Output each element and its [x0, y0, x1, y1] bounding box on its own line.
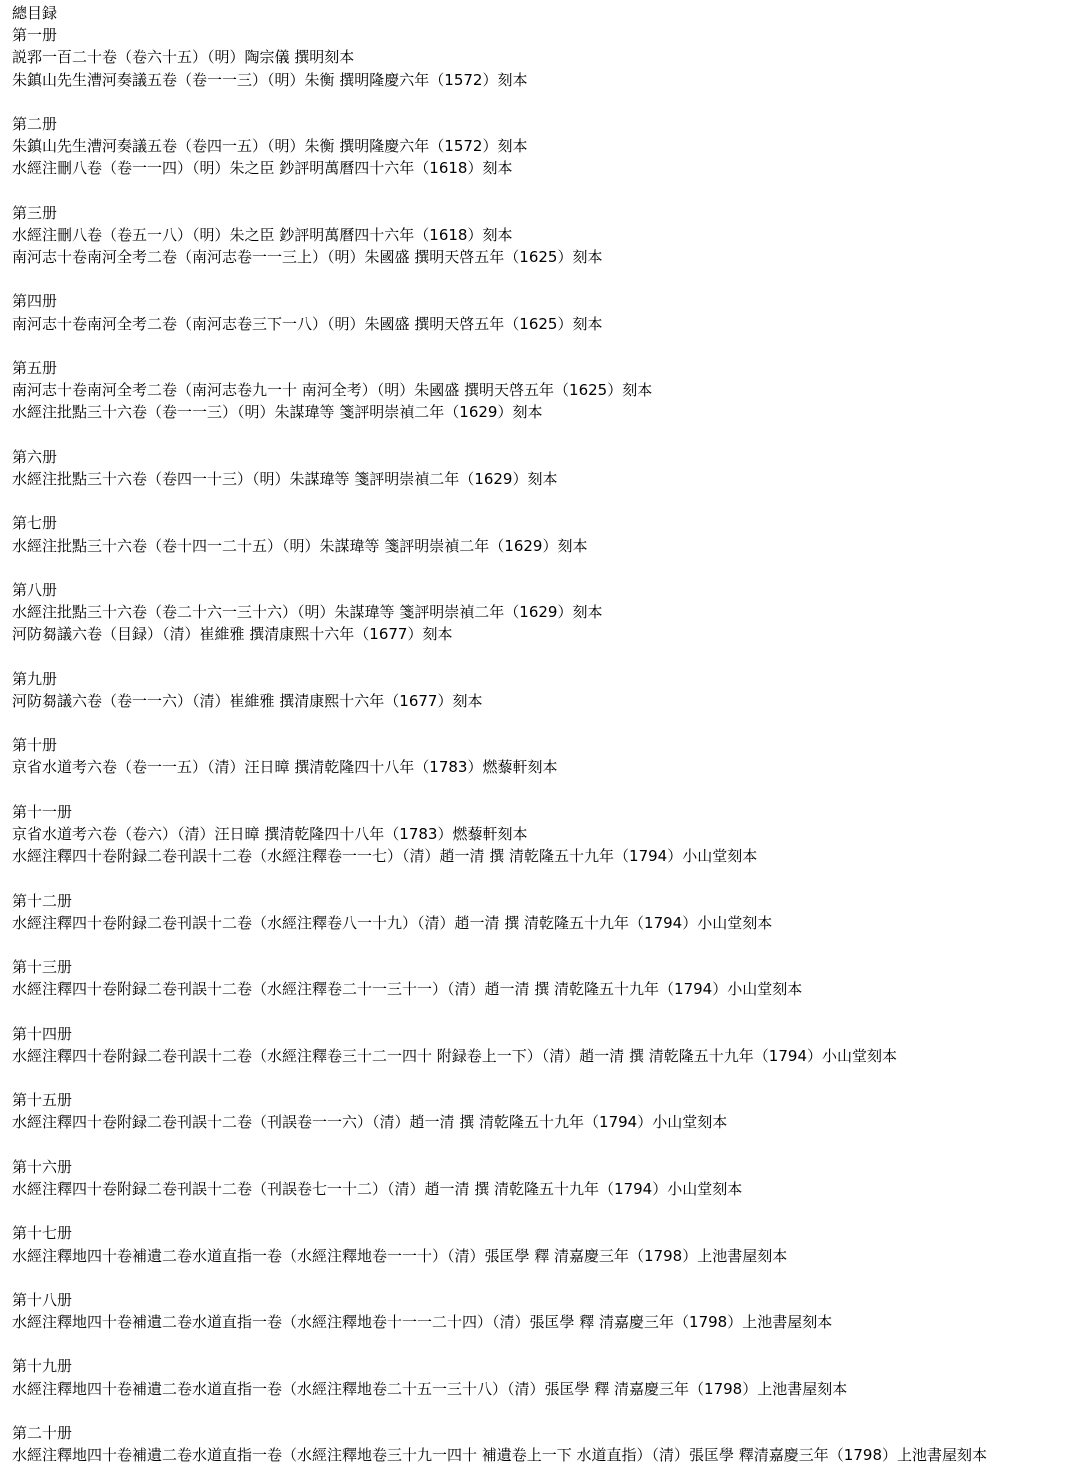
catalog-entry: 水經注刪八卷（卷一一四）（明）朱之臣 鈔評明萬曆四十六年（1618）刻本 — [12, 159, 513, 178]
volume-heading: 第十五册 — [12, 1091, 73, 1110]
catalog-entry: 朱鎮山先生漕河奏議五卷（卷四一五）（明）朱衡 撰明隆慶六年（1572）刻本 — [12, 137, 528, 156]
volume-separator — [12, 335, 1084, 357]
volume-heading: 第一册 — [12, 26, 58, 45]
volume-list — [12, 24, 1084, 1466]
catalog-entry: 水經注批點三十六卷（卷一一三）（明）朱謀瑋等 箋評明崇禎二年（1629）刻本 — [12, 403, 543, 422]
volume-separator — [12, 424, 1084, 446]
catalog-entry: 水經注批點三十六卷（卷二十六一三十六）（明）朱謀瑋等 箋評明崇禎二年（1629）刻本 — [12, 603, 603, 622]
volume-separator — [12, 91, 1084, 113]
volume-separator — [12, 1200, 1084, 1222]
volume-section — [12, 890, 1084, 934]
volume-heading: 第十八册 — [12, 1290, 73, 1309]
volume-heading: 第六册 — [12, 447, 58, 466]
volume-section — [12, 1289, 1084, 1333]
volume-separator — [12, 1134, 1084, 1156]
volume-separator — [12, 1267, 1084, 1289]
volume-section — [12, 357, 1084, 424]
catalog-entry: 水經注釋四十卷附録二卷刊誤十二卷（水經注釋卷二十一三十一）（清）趙一清 撰 清乾隆五十九年（1794）小山堂刻本 — [12, 980, 803, 999]
volume-separator — [12, 934, 1084, 956]
volume-heading: 第十册 — [12, 736, 58, 755]
volume-section — [12, 1222, 1084, 1266]
volume-heading: 第十七册 — [12, 1224, 73, 1243]
volume-separator — [12, 779, 1084, 801]
volume-section — [12, 1355, 1084, 1399]
volume-heading: 第十六册 — [12, 1157, 73, 1176]
volume-separator — [12, 1400, 1084, 1422]
volume-section — [12, 1422, 1084, 1466]
volume-section — [12, 579, 1084, 646]
catalog-entry: 水經注釋四十卷附録二卷刊誤十二卷（水經注釋卷八一十九）（清）趙一清 撰 清乾隆五十九年（1794）小山堂刻本 — [12, 913, 773, 932]
volume-heading: 第十一册 — [12, 802, 73, 821]
volume-section — [12, 512, 1084, 556]
volume-separator — [12, 557, 1084, 579]
catalog-entry: 水經注批點三十六卷（卷十四一二十五）（明）朱謀瑋等 箋評明崇禎二年（1629）刻本 — [12, 536, 588, 555]
volume-heading: 第十四册 — [12, 1024, 73, 1043]
catalog-entry: 朱鎮山先生漕河奏議五卷（卷一一三）（明）朱衡 撰明隆慶六年（1572）刻本 — [12, 70, 528, 89]
catalog-entry: 水經注釋地四十卷補遺二卷水道直指一卷（水經注釋地卷三十九一四十 補遺卷上一下 水道直指）（清）張匡學 釋清嘉慶三年（1798）上池書屋刻本 — [12, 1446, 987, 1465]
volume-section — [12, 1089, 1084, 1133]
volume-separator — [12, 712, 1084, 734]
catalog-entry: 河防芻議六卷（目録）（清）崔維雅 撰清康熙十六年（1677）刻本 — [12, 625, 453, 644]
catalog-entry: 南河志十卷南河全考二卷（南河志卷三下一八）（明）朱國盛 撰明天啓五年（1625）刻本 — [12, 314, 603, 333]
volume-section — [12, 1023, 1084, 1067]
volume-section — [12, 446, 1084, 490]
volume-separator — [12, 1067, 1084, 1089]
volume-separator — [12, 1000, 1084, 1022]
volume-heading: 第十二册 — [12, 891, 73, 910]
catalog-entry: 水經注批點三十六卷（卷四一十三）（明）朱謀瑋等 箋評明崇禎二年（1629）刻本 — [12, 469, 558, 488]
catalog-entry: 水經注釋四十卷附録二卷刊誤十二卷（水經注釋卷三十二一四十 附録卷上一下）（清）趙一清 撰 清乾隆五十九年（1794）小山堂刻本 — [12, 1046, 897, 1065]
volume-heading: 第二十册 — [12, 1424, 73, 1442]
volume-separator — [12, 180, 1084, 202]
catalog-entry: 水經注釋地四十卷補遺二卷水道直指一卷（水經注釋地卷十一一二十四）（清）張匡學 釋 清嘉慶三年（1798）上池書屋刻本 — [12, 1313, 833, 1332]
catalog-entry: 京省水道考六卷（卷一一五）（清）汪日暲 撰清乾隆四十八年（1783）燃藜軒刻本 — [12, 758, 558, 777]
volume-section — [12, 956, 1084, 1000]
catalog-entry: 河防芻議六卷（卷一一六）（清）崔維雅 撰清康熙十六年（1677）刻本 — [12, 691, 483, 710]
volume-heading: 第二册 — [12, 114, 58, 133]
volume-heading: 第十九册 — [12, 1357, 73, 1376]
catalog-entry: 水經注釋四十卷附録二卷刊誤十二卷（水經注釋卷一一七）（清）趙一清 撰 清乾隆五十九年（1794）小山堂刻本 — [12, 847, 758, 866]
volume-section — [12, 113, 1084, 180]
volume-heading: 第五册 — [12, 359, 58, 377]
volume-heading: 第九册 — [12, 669, 58, 688]
volume-separator — [12, 1333, 1084, 1355]
catalog-entry: 水經注釋四十卷附録二卷刊誤十二卷（刊誤卷一一六）（清）趙一清 撰 清乾隆五十九年（1794）小山堂刻本 — [12, 1113, 728, 1132]
catalog-entry: 南河志十卷南河全考二卷（南河志卷九一十 南河全考）（明）朱國盛 撰明天啓五年（1625）刻本 — [12, 381, 653, 400]
catalog-entry: 水經注釋地四十卷補遺二卷水道直指一卷（水經注釋地卷一一十）（清）張匡學 釋 清嘉慶三年（1798）上池書屋刻本 — [12, 1246, 788, 1265]
catalog-entry: 水經注釋四十卷附録二卷刊誤十二卷（刊誤卷七一十二）（清）趙一清 撰 清乾隆五十九年（1794）小山堂刻本 — [12, 1179, 743, 1198]
volume-heading: 第八册 — [12, 580, 58, 599]
catalog-entry: 水經注刪八卷（卷五一八）（明）朱之臣 鈔評明萬曆四十六年（1618）刻本 — [12, 225, 513, 244]
volume-section — [12, 290, 1084, 334]
volume-section — [12, 24, 1084, 91]
catalog-entry: 水經注釋地四十卷補遺二卷水道直指一卷（水經注釋地卷二十五一三十八）（清）張匡學 釋 清嘉慶三年（1798）上池書屋刻本 — [12, 1379, 848, 1398]
volume-section — [12, 202, 1084, 269]
volume-separator — [12, 645, 1084, 667]
volume-section — [12, 734, 1084, 778]
volume-section — [12, 668, 1084, 712]
volume-heading: 第十三册 — [12, 958, 73, 977]
volume-section — [12, 1156, 1084, 1200]
catalog-entry: 京省水道考六卷（卷六）（清）汪日暲 撰清乾隆四十八年（1783）燃藜軒刻本 — [12, 824, 528, 843]
catalog-entry: 南河志十卷南河全考二卷（南河志卷一一三上）（明）朱國盛 撰明天啓五年（1625）刻本 — [12, 248, 603, 267]
volume-heading: 第四册 — [12, 292, 58, 311]
volume-heading: 第七册 — [12, 514, 58, 533]
volume-separator — [12, 268, 1084, 290]
volume-section — [12, 801, 1084, 868]
volume-separator — [12, 490, 1084, 512]
volume-heading: 第三册 — [12, 203, 58, 222]
catalog-title: 總目録 — [12, 4, 58, 22]
volume-separator — [12, 867, 1084, 889]
catalog-entry: 説郛一百二十卷（卷六十五）（明）陶宗儀 撰明刻本 — [12, 48, 355, 67]
